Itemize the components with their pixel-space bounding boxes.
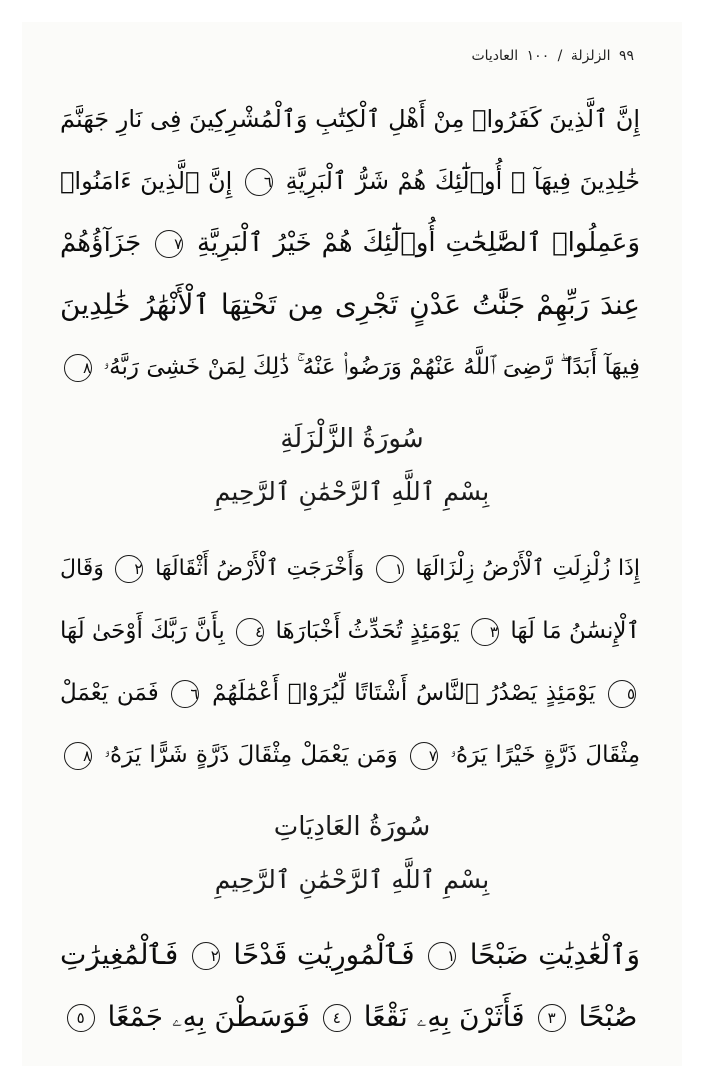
verse-number-marker: ٨ [64,742,92,770]
page-number: ٩٩ [618,48,634,64]
verse-number-marker: ٣ [538,1004,566,1032]
verse-number-marker: ٣ [471,618,499,646]
verse-number-marker: ٦ [171,680,199,708]
surah-title-adiyat: سُورَةُ العَادِيَاتِ [273,812,431,842]
verse-text: فَٱلْمُغِيرَٰتِ [60,938,179,971]
adiyat-line-2 [60,988,640,1046]
verse-text: فَأَثَرْنَ بِهِۦ نَقْعًا [363,1000,525,1033]
mushaf-page [22,22,682,1066]
verse-number-marker: ٥ [608,680,636,708]
verse-number-marker: ٢ [115,555,143,583]
verse-text: وَعَمِلُوا۟ ٱلصَّٰلِحَٰتِ أُو۟لَٰٓئِكَ هُمْ خَيْرُ ٱلْبَرِيَّةِ [197,228,640,258]
zalzalah-line-4 [60,726,640,784]
zalzalah-line-3 [60,664,640,722]
header-page-number-2: ١٠٠ [526,48,550,64]
verse-number-marker: ١ [428,942,456,970]
verse-number-marker: ٦ [245,168,273,196]
verse-text: إِذَا زُلْزِلَتِ ٱلْأَرْضُ زِلْزَالَهَا [415,556,640,581]
page-header [467,48,634,64]
verse-text: صُبْحًا [578,1000,638,1033]
verse-text: خَٰلِدِينَ فِيهَآ ۚ أُو۟لَٰٓئِكَ هُمْ شَرُّ ٱلْبَرِيَّةِ [285,167,640,195]
verse-number-marker: ٢ [192,942,220,970]
zalzalah-line-1 [60,540,640,598]
verse-line-4 [60,276,640,334]
basmala-zalzalah: بِسْمِ ٱللَّهِ ٱلرَّحْمَٰنِ ٱلرَّحِيمِ [214,477,490,506]
verse-text: فَوَسَطْنَ بِهِۦ جَمْعًا [107,1000,310,1033]
verse-text: يَوْمَئِذٍ يَصْدُرُ ٱلنَّاسُ أَشْتَاتًا لِّيُرَوْا۟ أَعْمَٰلَهُمْ [212,680,596,706]
verse-text: فِيهَآ أَبَدًا ۖ رَّضِىَ ٱللَّهُ عَنْهُمْ وَرَضُوا۟ عَنْهُ ۚ ذَٰلِكَ لِمَنْ خَشِىَ رَبَّهُۥ [103,354,640,380]
verse-line-2 [60,152,640,210]
verse-text: فَمَن يَعْمَلْ [60,680,159,706]
verse-text: ٱلْإِنسَٰنُ مَا لَهَا [510,618,640,644]
verse-number-marker: ٤ [323,1004,351,1032]
verse-number-marker: ١ [376,555,404,583]
verse-text: جَزَآؤُهُمْ [60,228,142,258]
verse-text: وَٱلْعَٰدِيَٰتِ ضَبْحًا [469,938,640,971]
verse-number-marker: ٧ [410,742,438,770]
verse-text: وَمَن يَعْمَلْ مِثْقَالَ ذَرَّةٍ شَرًّا يَرَهُۥ [104,742,398,768]
verse-number-marker: ٧ [155,230,183,258]
verse-text: وَقَالَ [60,556,104,581]
verse-text: فَٱلْمُورِيَٰتِ قَدْحًا [233,938,415,971]
verse-number-marker: ٨ [64,354,92,382]
adiyat-line-1 [60,926,640,984]
verse-number-marker: ٥ [67,1004,95,1032]
verse-text: يَوْمَئِذٍ تُحَدِّثُ أَخْبَارَهَا [275,618,460,644]
verse-text: إِنَّ ٱلَّذِينَ ءَامَنُوا۟ [60,167,233,195]
verse-number-marker: ٤ [236,618,264,646]
verse-text: إِنَّ ٱلَّذِينَ كَفَرُوا۟ مِنْ أَهْلِ ٱلْكِتَٰبِ وَٱلْمُشْرِكِينَ فِى نَارِ جَهَنَّمَ [60,105,640,133]
verse-text: بِأَنَّ رَبَّكَ أَوْحَىٰ لَهَا [60,618,225,644]
verse-text: عِندَ رَبِّهِمْ جَنَّٰتُ عَدْنٍ تَجْرِى مِن تَحْتِهَا ٱلْأَنْهَٰرُ خَٰلِدِينَ [60,288,640,321]
verse-text: مِثْقَالَ ذَرَّةٍ خَيْرًا يَرَهُۥ [450,742,640,768]
verse-text: وَأَخْرَجَتِ ٱلْأَرْضُ أَثْقَالَهَا [155,556,365,581]
zalzalah-line-2 [60,602,640,660]
header-surah-left: الزلزلة [570,48,611,64]
surah-title-zalzalah: سُورَةُ الزَّلْزَلَةِ [280,424,424,454]
verse-line-5 [60,338,640,396]
header-separator: / [557,48,563,64]
basmala-adiyat: بِسْمِ ٱللَّهِ ٱلرَّحْمَٰنِ ٱلرَّحِيمِ [214,865,490,894]
header-surah-right: العاديات [471,48,519,64]
verse-line-3 [60,214,640,272]
verse-line-1 [60,90,640,148]
